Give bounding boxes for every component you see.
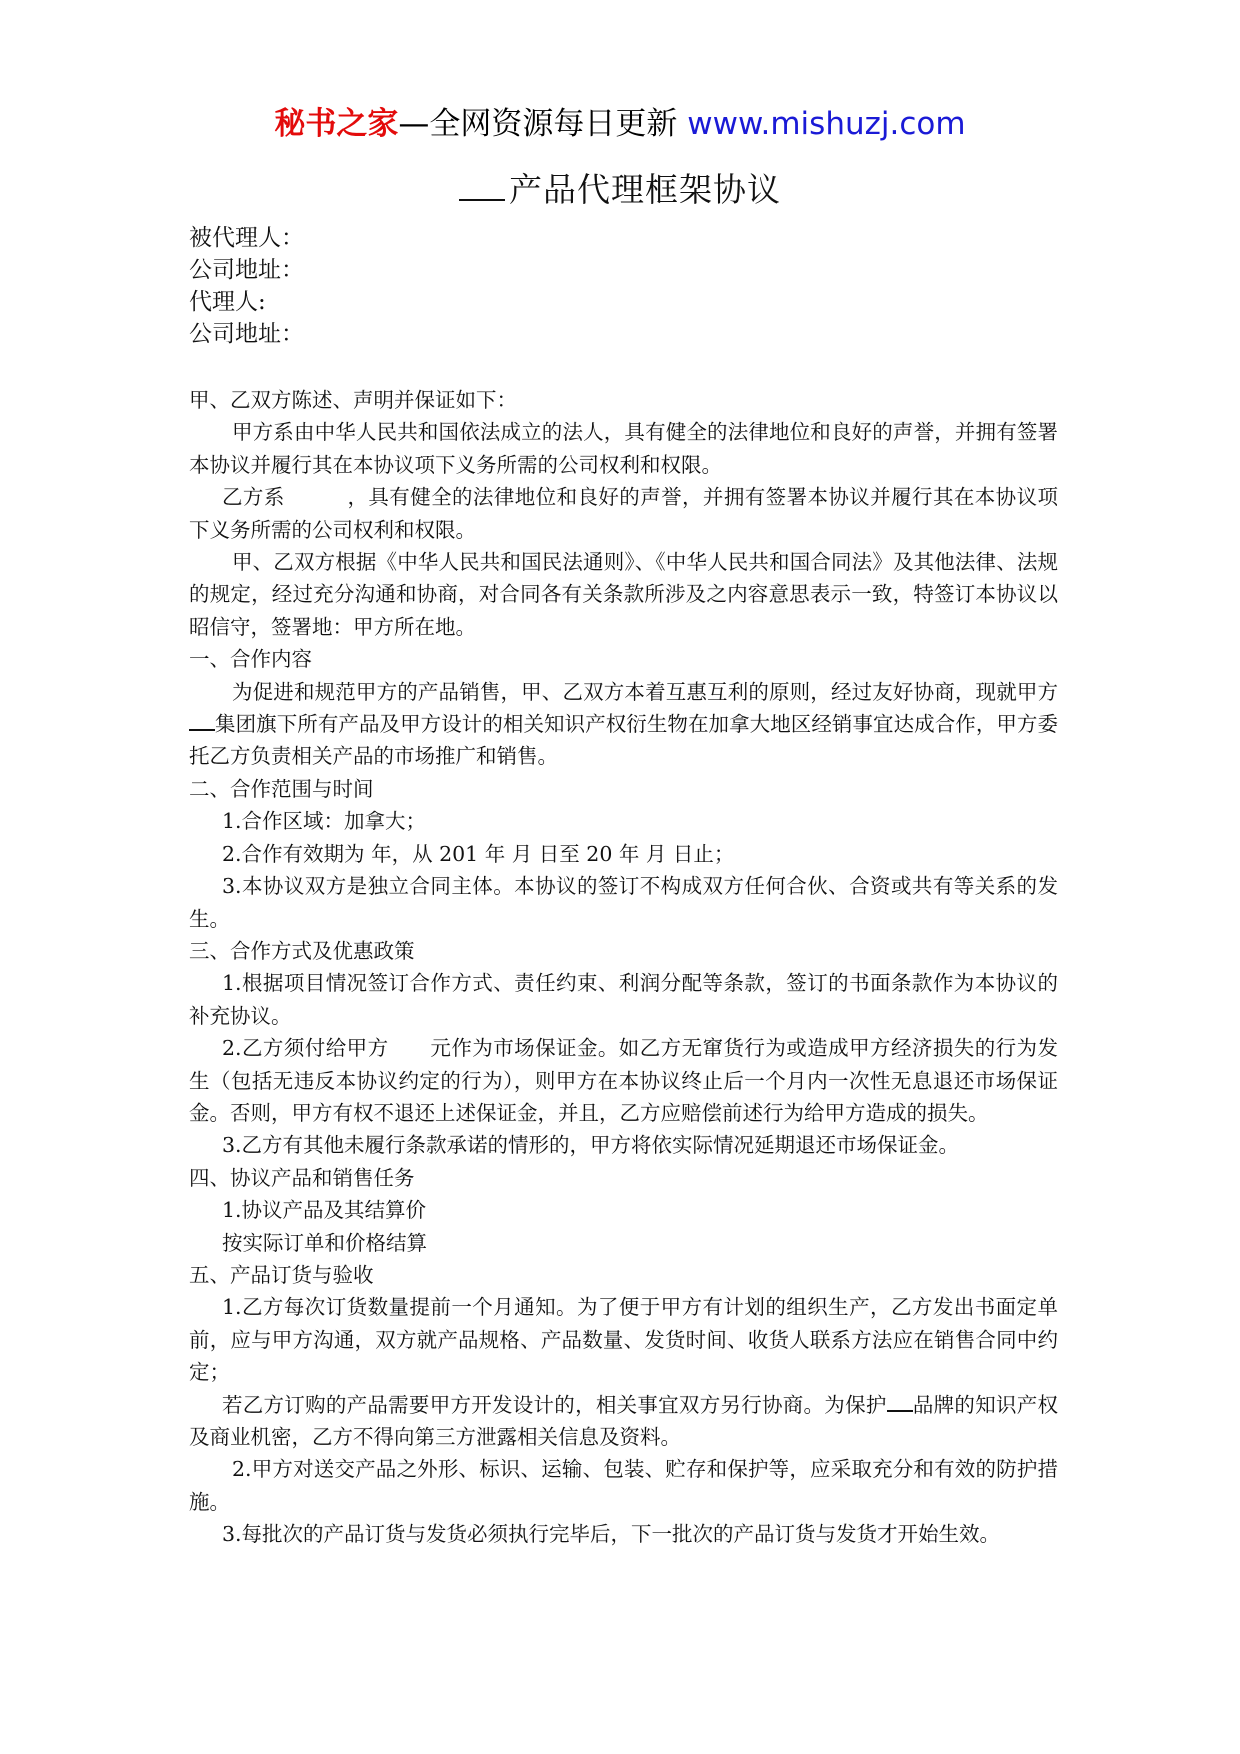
site-banner (0, 104, 1240, 144)
clause-batch-order: 3.每批次的产品订货与发货必须执行完毕后，下一批次的产品订货与发货才开始生效。 (222, 1522, 1001, 1547)
clause-deposit: 2.乙方须付给甲方 元作为市场保证金。如乙方无窜货行为或造成甲方经济损失的行为发生（包括无违反本协议约定的行为），则甲方在本协议终止后一个月内一次性无息退还市场保证金。否则，甲方有权不退还上述保证金，并且，乙方应赔偿前述行为给甲方造成的损失。 (189, 1036, 1058, 1125)
cooperation-content-paragraph (189, 676, 1058, 773)
clause-order-notice: 1.乙方每次订货数量提前一个月通知。为了便于甲方有计划的组织生产，乙方发出书面定单前，应与甲方沟通，双方就产品规格、产品数量、发货时间、收货人联系方法应在销售合同中约定； (189, 1295, 1058, 1385)
clause-independence: 3.本协议双方是独立合同主体。本协议的签订不构成双方任何合伙、合资或共有等关系的发生。 (189, 874, 1058, 931)
banner-brand: 秘书之家 (274, 106, 399, 142)
banner-tagline: —全网资源每日更新 (398, 106, 688, 142)
clause-products-price: 1.协议产品及其结算价 (222, 1198, 427, 1223)
clause-region: 1.合作区域：加拿大； (222, 809, 427, 834)
principal-address-label: 公司地址： (189, 257, 304, 283)
clause-cooperation-method: 1.根据项目情况签订合作方式、责任约束、利润分配等条款，签订的书面条款作为本协议的补充协议。 (189, 971, 1058, 1028)
title-blank-line (459, 169, 505, 201)
clause-design-confidentiality (189, 1389, 1058, 1454)
blank-underline (887, 1390, 913, 1412)
cooperation-text-b: 集团旗下所有产品及甲方设计的相关知识产权衍生物在加拿大地区经销事宜达成合作，甲方委托乙方负责相关产品的市场推广和销售。 (189, 712, 1058, 769)
principal-label: 被代理人： (189, 225, 304, 251)
confidentiality-text-a: 若乙方订购的产品需要甲方开发设计的，相关事宜双方另行协商。为保护 (222, 1392, 887, 1417)
party-b-statement: 乙方系 ，具有健全的法律地位和良好的声誉，并拥有签署本协议并履行其在本协议项下义务所需的公司权利和权限。 (189, 485, 1058, 542)
clause-settlement: 按实际订单和价格结算 (222, 1230, 427, 1255)
clause-protection: 2.甲方对送交产品之外形、标识、运输、包装、贮存和保护等，应采取充分和有效的防护措施。 (189, 1457, 1058, 1514)
parties-block (189, 222, 1049, 350)
section-heading-1: 一、合作内容 (189, 647, 312, 672)
section-heading-4: 四、协议产品和销售任务 (189, 1165, 415, 1190)
section-heading-2: 二、合作范围与时间 (189, 776, 374, 801)
party-a-statement: 甲方系由中华人民共和国依法成立的法人，具有健全的法律地位和良好的声誉，并拥有签署本协议并履行其在本协议项下义务所需的公司权利和权限。 (189, 420, 1058, 477)
document-title-text: 产品代理框架协议 (509, 170, 781, 209)
document-body (189, 384, 1058, 1551)
clause-deposit-delay: 3.乙方有其他未履行条款承诺的情形的，甲方将依实际情况延期退还市场保证金。 (222, 1133, 960, 1158)
statement-intro: 甲、乙双方陈述、声明并保证如下： (189, 388, 517, 412)
section-heading-5: 五、产品订货与验收 (189, 1262, 374, 1287)
clause-term: 2.合作有效期为 年，从 201 年 月 日至 20 年 月 日止； (222, 841, 735, 866)
agent-address-label: 公司地址： (189, 321, 304, 347)
document-title (0, 168, 1240, 212)
section-heading-3: 三、合作方式及优惠政策 (189, 938, 415, 963)
blank-underline (189, 709, 215, 731)
legal-basis-paragraph: 甲、乙双方根据《中华人民共和国民法通则》、《中华人民共和国合同法》及其他法律、法规的规定，经过充分沟通和协商，对合同各有关条款所涉及之内容意思表示一致，特签订本协议以昭信守，签署地：甲方所在地。 (189, 550, 1058, 639)
cooperation-text-a: 为促进和规范甲方的产品销售，甲、乙双方本着互惠互利的原则，经过友好协商，现就甲方 (232, 679, 1058, 704)
confidentiality-text-b: 品牌的知识产权及商业机密，乙方不得向第三方泄露相关信息及资料。 (189, 1392, 1059, 1449)
banner-url[interactable]: www.mishuzj.com (687, 106, 966, 142)
agent-label: 代理人: (189, 289, 266, 315)
